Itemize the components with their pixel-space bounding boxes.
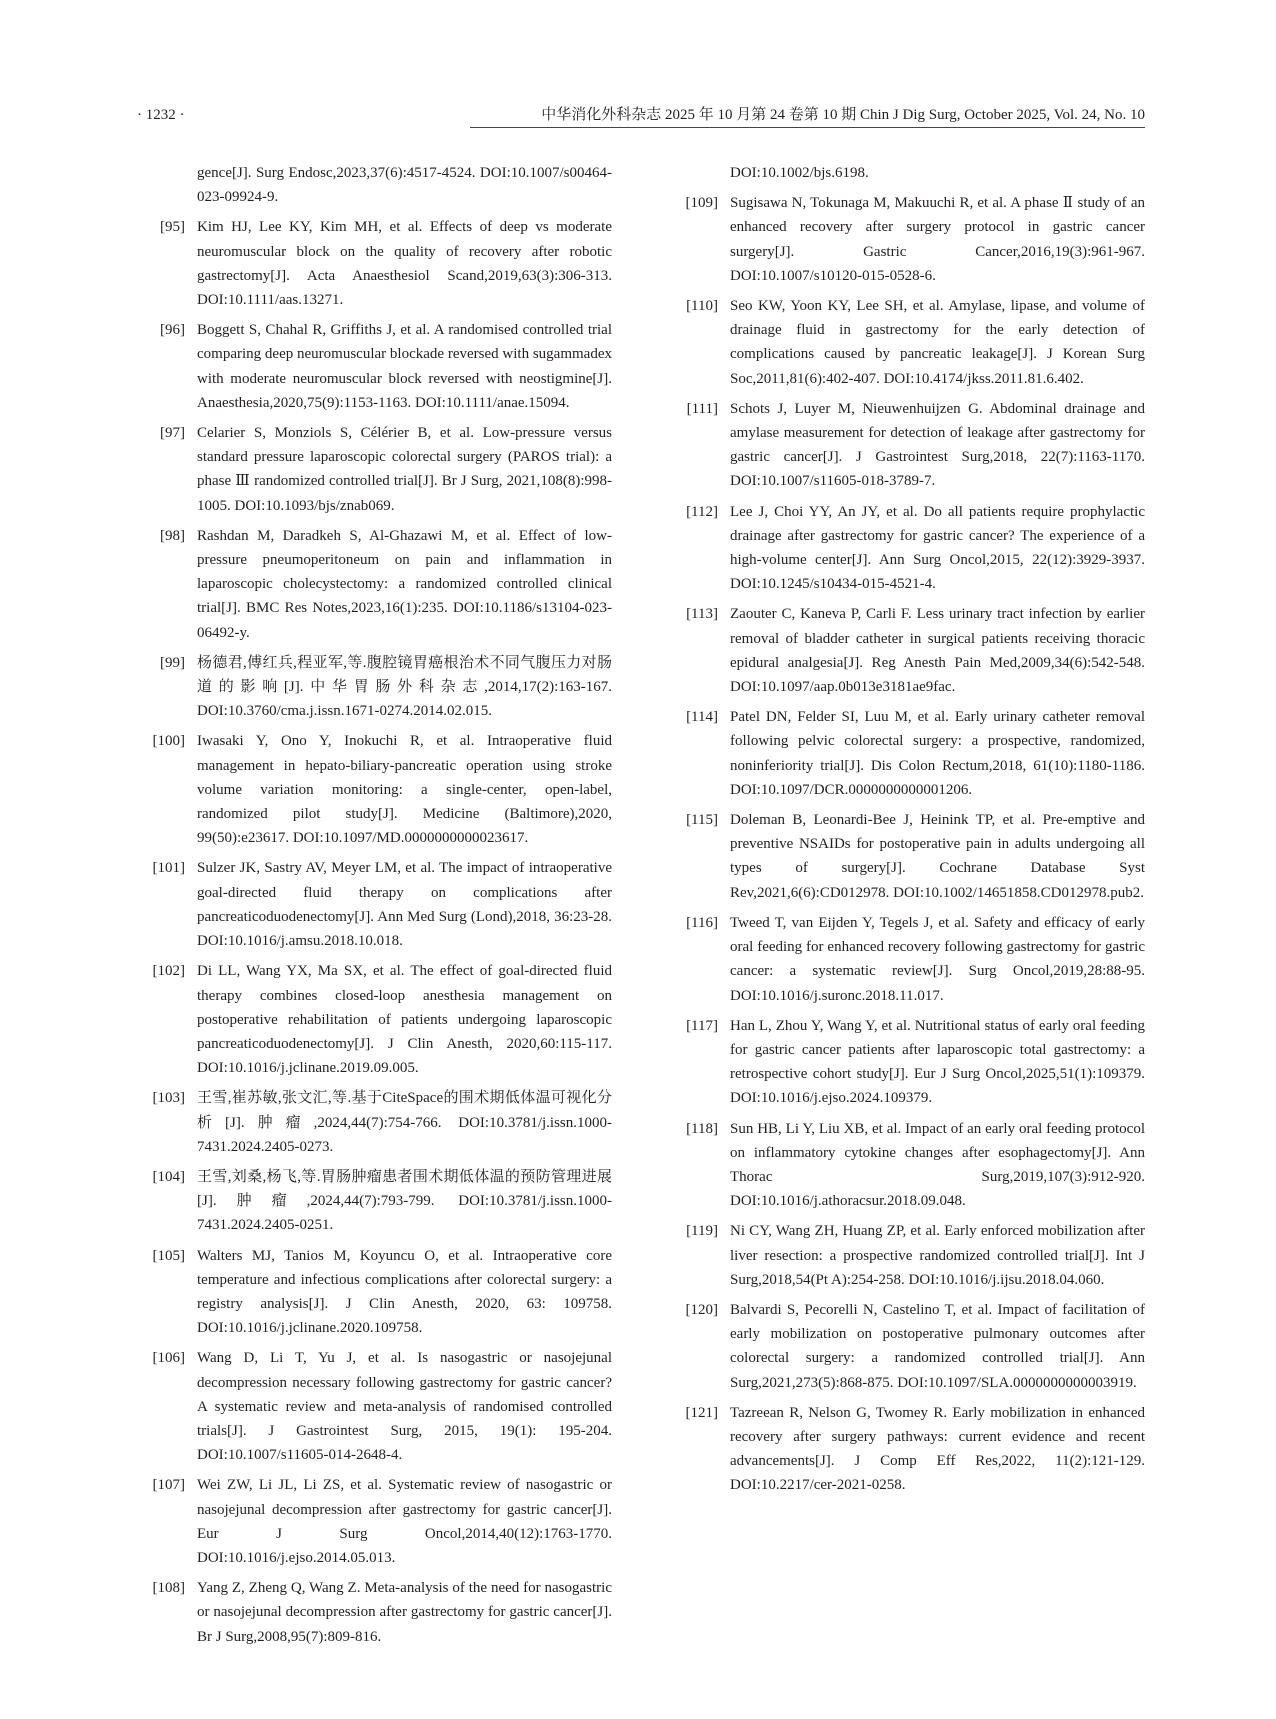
reference-number: [115] (686, 812, 718, 829)
reference-entry (137, 1244, 612, 1341)
reference-entry (670, 911, 1145, 1008)
reference-number: [121] (685, 1404, 718, 1421)
reference-number: [106] (152, 1350, 185, 1367)
reference-text: Rashdan M, Daradkeh S, Al-Ghazawi M, et al. Effect of low-pressure pneumoperitoneum on pain and inflammation in laparoscopic cholecystectomy: a randomized controlled clinical trial[J]. BMC Res Notes,2023,16(1):235. DOI:10.1186/s13104-023-06492-y. (197, 527, 612, 641)
reference-text: gence[J]. Surg Endosc,2023,37(6):4517-4524. DOI:10.1007/s00464-023-09924-9. (197, 165, 612, 206)
reference-entry (137, 1576, 612, 1649)
reference-text: Sun HB, Li Y, Liu XB, et al. Impact of an early oral feeding protocol on inflammatory cytokine changes after esophagectomy[J]. Ann Thorac Surg,2019,107(3):912-920. DOI:10.1016/j.athoracsur.2018.09.048. (730, 1120, 1145, 1210)
reference-text: Ni CY, Wang ZH, Huang ZP, et al. Early enforced mobilization after liver resection: a prospective randomized controlled trial[J]. Int J Surg,2018,54(Pt A):254-258. DOI:10.1016/j.ijsu.2018.04.060. (730, 1223, 1145, 1288)
reference-entry (137, 1473, 612, 1570)
reference-number: [107] (152, 1477, 185, 1494)
page-header (137, 104, 1145, 126)
reference-text: Kim HJ, Lee KY, Kim MH, et al. Effects of deep vs moderate neuromuscular block on the quality of recovery after robotic gastrectomy[J]. Acta Anaesthesiol Scand,2019,63(3):306-313. DOI:10.1111/aas.13271. (197, 219, 612, 309)
reference-text: 王雪,刘桑,杨飞,等.胃肠肿瘤患者围术期低体温的预防管理进展[J].肿瘤,2024,44(7):793-799. DOI:10.3781/j.issn.1000-7431.2024.2405-0251. (197, 1168, 612, 1234)
reference-text: 王雪,崔苏敏,张文汇,等.基于CiteSpace的围术期低体温可视化分析[J].肿瘤,2024,44(7):754-766. DOI:10.3781/j.issn.1000-7431.2024.2405-0273. (197, 1090, 612, 1155)
reference-text: Wei ZW, Li JL, Li ZS, et al. Systematic review of nasogastric or nasojejunal decompression after gastrectomy for gastric cancer[J]. Eur J Surg Oncol,2014,40(12):1763-1770. DOI:10.1016/j.ejso.2014.05.013. (197, 1477, 612, 1566)
reference-number: [98] (160, 527, 185, 544)
reference-entry (137, 729, 612, 850)
page-number: · 1232 · (137, 107, 185, 123)
reference-text: Tazreean R, Nelson G, Twomey R. Early mobilization in enhanced recovery after surgery pathways: current evidence and recent advancements[J]. J Comp Eff Res,2022, 11(2):121-129. DOI:10.2217/cer-2021-0258. (730, 1404, 1145, 1494)
reference-number: [119] (686, 1223, 718, 1240)
reference-entry (670, 397, 1145, 494)
header-rule (470, 127, 1145, 128)
reference-column-left (137, 161, 612, 1655)
reference-number: [97] (160, 425, 185, 442)
reference-entry (670, 294, 1145, 391)
reference-number: [102] (152, 963, 185, 980)
reference-entry (670, 1014, 1145, 1111)
reference-entry (670, 1401, 1145, 1498)
reference-entry (137, 215, 612, 312)
reference-number: [109] (685, 195, 718, 212)
reference-entry (137, 318, 612, 415)
reference-text: 杨德君,傅红兵,程亚军,等.腹腔镜胃癌根治术不同气腹压力对肠道的影响[J].中华胃肠外科杂志,2014,17(2):163-167. DOI:10.3760/cma.j.issn.1671-0274.2014.02.015. (197, 654, 612, 720)
reference-entry (137, 959, 612, 1080)
reference-entry (137, 421, 612, 518)
reference-number: [96] (160, 322, 185, 339)
reference-entry (137, 1165, 612, 1238)
reference-text: Iwasaki Y, Ono Y, Inokuchi R, et al. Intraoperative fluid management in hepato-biliary-pancreatic operation using stroke volume variation monitoring: a single-center, open-label, randomized pilot study[J]. Medicine (Baltimore),2020, 99(50):e23617. DOI:10.1097/MD.0000000000023617. (197, 733, 612, 847)
reference-text: Celarier S, Monziols S, Célérier B, et al. Low-pressure versus standard pressure laparoscopic colorectal surgery (PAROS trial): a phase Ⅲ randomized controlled trial[J]. Br J Surg, 2021,108(8):998-1005. DOI:10.1093/bjs/znab069. (197, 425, 612, 514)
reference-text: Wang D, Li T, Yu J, et al. Is nasogastric or nasojejunal decompression necessary following gastrectomy for gastric cancer? A systematic review and meta-analysis of randomised controlled trials[J]. J Gastrointest Surg, 2015, 19(1): 195-204. DOI:10.1007/s11605-014-2648-4. (197, 1350, 612, 1464)
reference-entry (137, 1346, 612, 1467)
reference-text: Walters MJ, Tanios M, Koyuncu O, et al. Intraoperative core temperature and infectious complications after colorectal surgery: a registry analysis[J]. J Clin Anesth, 2020, 63: 109758. DOI:10.1016/j.jclinane.2020.109758. (197, 1247, 612, 1337)
reference-entry (670, 191, 1145, 288)
reference-column-right (670, 161, 1145, 1504)
reference-text: Tweed T, van Eijden Y, Tegels J, et al. Safety and efficacy of early oral feeding for enhanced recovery following gastrectomy for gastric cancer: a systematic review[J]. Surg Oncol,2019,28:88-95. DOI:10.1016/j.suronc.2018.11.017. (730, 914, 1145, 1004)
reference-text: Doleman B, Leonardi-Bee J, Heinink TP, et al. Pre-emptive and preventive NSAIDs for postoperative pain in adults undergoing all types of surgery[J]. Cochrane Database Syst Rev,2021,6(6):CD012978. DOI:10.1002/14651858.CD012978.pub2. (730, 812, 1145, 901)
reference-number: [116] (686, 914, 718, 931)
reference-entry (137, 161, 612, 209)
reference-entry (670, 705, 1145, 802)
reference-text: Sugisawa N, Tokunaga M, Makuuchi R, et al. A phase Ⅱ study of an enhanced recovery after surgery protocol in gastric cancer surgery[J]. Gastric Cancer,2016,19(3):961-967. DOI:10.1007/s10120-015-0528-6. (730, 195, 1145, 284)
reference-number: [111] (686, 400, 718, 417)
reference-text: Balvardi S, Pecorelli N, Castelino T, et al. Impact of facilitation of early mobilization on postoperative pulmonary outcomes after colorectal surgery: a randomized controlled trial[J]. Ann Surg,2021,273(5):868-875. DOI:10.1097/SLA.0000000000003919. (730, 1301, 1145, 1391)
reference-entry (670, 1298, 1145, 1395)
reference-entry (670, 161, 1145, 185)
reference-text: Han L, Zhou Y, Wang Y, et al. Nutritional status of early oral feeding for gastric cancer patients after laparoscopic total gastrectomy: a retrospective cohort study[J]. Eur J Surg Oncol,2025,51(1):109379. DOI:10.1016/j.ejso.2024.109379. (730, 1017, 1145, 1107)
reference-text: Schots J, Luyer M, Nieuwenhuijzen G. Abdominal drainage and amylase measurement for detection of leakage after gastrectomy for gastric cancer[J]. J Gastrointest Surg,2018, 22(7):1163-1170. DOI:10.1007/s11605-018-3789-7. (730, 400, 1145, 490)
reference-entry (670, 1117, 1145, 1214)
reference-entry (137, 856, 612, 953)
reference-text: Zaouter C, Kaneva P, Carli F. Less urinary tract infection by earlier removal of bladder catheter in surgical patients receiving thoracic epidural analgesia[J]. Reg Anesth Pain Med,2009,34(6):542-548. DOI:10.1097/aap.0b013e3181ae9fac. (730, 606, 1145, 696)
reference-number: [110] (686, 298, 718, 315)
reference-text: Boggett S, Chahal R, Griffiths J, et al. A randomised controlled trial comparing deep neuromuscular blockade reversed with sugammadex with moderate neuromuscular block reversed with neostigmine[J]. Anaesthesia,2020,75(9):1153-1163. DOI:10.1111/anae.15094. (197, 322, 612, 411)
reference-text: Di LL, Wang YX, Ma SX, et al. The effect of goal-directed fluid therapy combines closed-loop anesthesia management on postoperative rehabilitation of patients undergoing laparoscopic pancreaticoduodenectomy[J]. J Clin Anesth, 2020,60:115-117. DOI:10.1016/j.jclinane.2019.09.005. (197, 963, 612, 1077)
reference-number: [113] (686, 606, 718, 623)
reference-text: Sulzer JK, Sastry AV, Meyer LM, et al. The impact of intraoperative goal-directed fluid therapy on complications after pancreaticoduodenectomy[J]. Ann Med Surg (Lond),2018, 36:23-28. DOI:10.1016/j.amsu.2018.10.018. (197, 860, 612, 950)
reference-entry (137, 651, 612, 724)
reference-entry (670, 808, 1145, 905)
reference-number: [104] (152, 1168, 185, 1185)
reference-number: [105] (152, 1247, 185, 1264)
reference-number: [108] (152, 1580, 185, 1597)
reference-number: [117] (686, 1017, 718, 1034)
reference-entry (137, 1086, 612, 1159)
reference-entry (670, 1219, 1145, 1292)
reference-number: [100] (152, 733, 185, 750)
reference-text: Seo KW, Yoon KY, Lee SH, et al. Amylase, lipase, and volume of drainage fluid in gastrectomy for the early detection of complications caused by pancreatic leakage[J]. J Korean Surg Soc,2011,81(6):402-407. DOI:10.4174/jkss.2011.81.6.402. (730, 298, 1145, 387)
reference-text: DOI:10.1002/bjs.6198. (730, 165, 869, 181)
reference-entry (670, 602, 1145, 699)
reference-number: [118] (686, 1120, 718, 1137)
reference-number: [112] (686, 503, 718, 520)
reference-text: Lee J, Choi YY, An JY, et al. Do all patients require prophylactic drainage after gastrectomy for gastric cancer? The experience of a high-volume center[J]. Ann Surg Oncol,2015, 22(12):3929-3937. DOI:10.1245/s10434-015-4521-4. (730, 503, 1145, 593)
reference-number: [114] (686, 709, 718, 726)
reference-text: Patel DN, Felder SI, Luu M, et al. Early urinary catheter removal following pelvic colorectal surgery: a prospective, randomized, noninferiority trial[J]. Dis Colon Rectum,2018, 61(10):1180-1186. DOI:10.1097/DCR.0000000000001206. (730, 709, 1145, 798)
reference-text: Yang Z, Zheng Q, Wang Z. Meta-analysis of the need for nasogastric or nasojejunal decompression after gastrectomy for gastric cancer[J]. Br J Surg,2008,95(7):809-816. (197, 1580, 612, 1645)
reference-number: [95] (160, 219, 185, 236)
reference-entry (137, 524, 612, 645)
reference-number: [99] (160, 654, 185, 671)
reference-number: [101] (152, 860, 185, 877)
reference-number: [120] (685, 1301, 718, 1318)
reference-number: [103] (152, 1090, 185, 1107)
journal-running-title: 中华消化外科杂志 2025 年 10 月第 24 卷第 10 期 Chin J Dig Surg, October 2025, Vol. 24, No. 10 (541, 107, 1145, 123)
reference-entry (670, 500, 1145, 597)
